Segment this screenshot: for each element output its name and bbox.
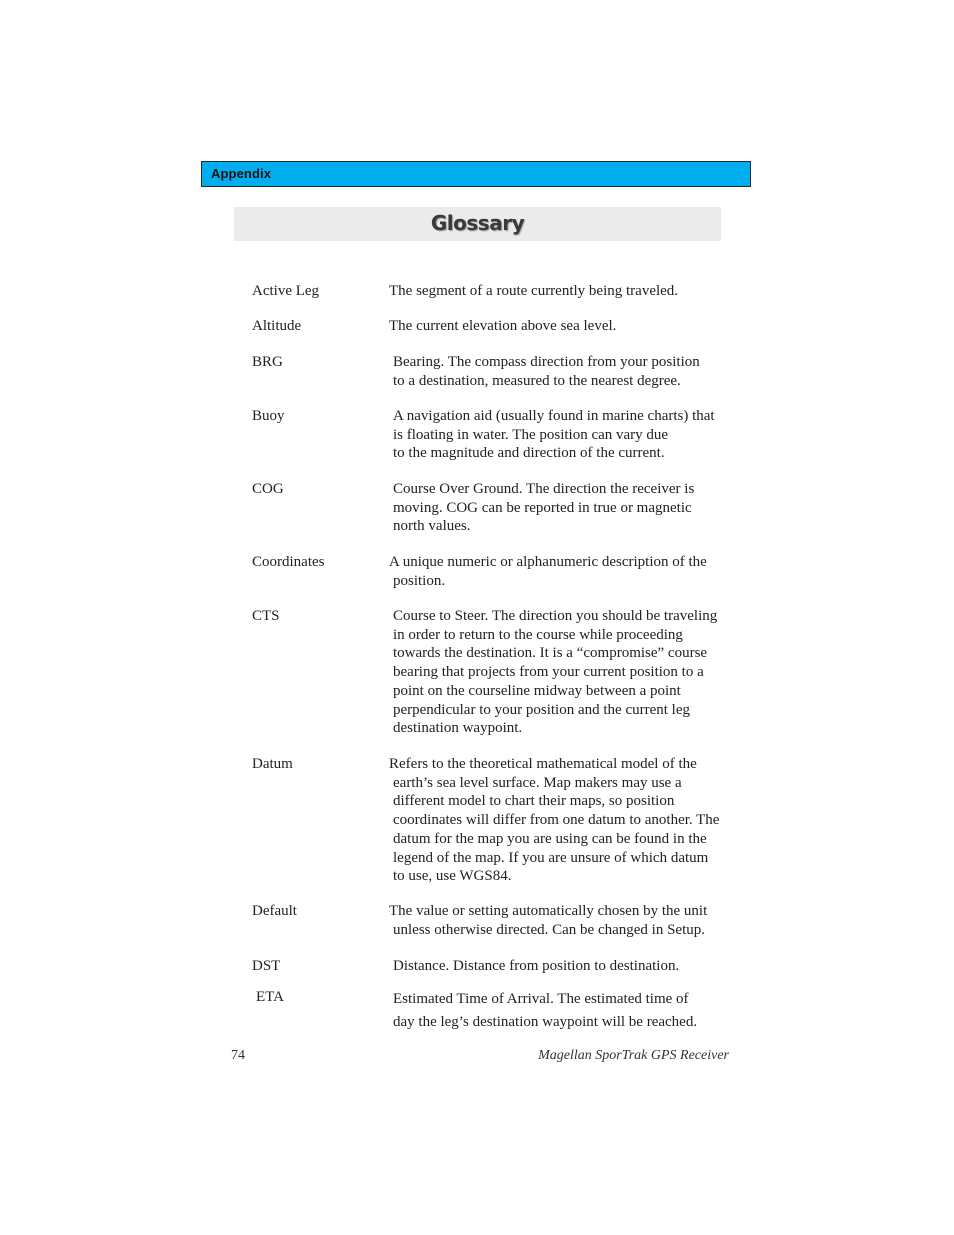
glossary-definition — [389, 902, 734, 939]
section-header-bar — [201, 161, 751, 187]
glossary-definition — [389, 282, 734, 301]
definition-line: different model to chart their maps, so position — [393, 793, 675, 810]
definition-line: A unique numeric or alphanumeric description of the — [389, 554, 707, 570]
glossary-term: Datum — [252, 756, 293, 772]
definition-line: Estimated Time of Arrival. The estimated time of — [393, 991, 689, 1007]
glossary-definition — [389, 988, 734, 1034]
definition-line: Distance. Distance from position to destination. — [393, 958, 680, 974]
glossary-term: COG — [252, 481, 284, 497]
glossary-definition — [389, 317, 734, 336]
definition-line: moving. COG can be reported in true or magnetic — [393, 499, 692, 516]
glossary-term: Coordinates — [252, 554, 325, 570]
page-number: 74 — [231, 1048, 245, 1063]
definition-line: The value or setting automatically chosen by the unit — [389, 903, 708, 919]
definition-line: point on the courseline midway between a point — [393, 682, 681, 699]
section-label: Appendix — [211, 166, 272, 181]
definition-line: The segment of a route currently being traveled. — [389, 283, 679, 299]
glossary-definition — [389, 353, 734, 390]
glossary-definition — [389, 755, 734, 886]
glossary-term: DST — [252, 958, 281, 974]
definition-line: day the leg’s destination waypoint will be reached. — [393, 1014, 698, 1030]
definition-line: destination waypoint. — [393, 720, 523, 737]
definition-line: to use, use WGS84. — [393, 868, 512, 885]
definition-line: Course to Steer. The direction you should be traveling — [393, 608, 718, 624]
glossary-term: Active Leg — [252, 283, 320, 299]
glossary-definition — [389, 407, 734, 463]
glossary-definition — [389, 553, 734, 590]
definition-line: towards the destination. It is a “compromise” course — [393, 645, 708, 662]
page-title: Glossary — [430, 211, 525, 235]
definition-line: datum for the map you are using can be found in the — [393, 830, 707, 847]
definition-line: unless otherwise directed. Can be changed in Setup. — [393, 921, 705, 938]
definition-line: The current elevation above sea level. — [389, 318, 617, 334]
definition-line: Refers to the theoretical mathematical model of the — [389, 756, 697, 772]
definition-line: Course Over Ground. The direction the receiver is — [393, 481, 695, 497]
glossary-term: Buoy — [252, 408, 285, 424]
glossary-term: ETA — [256, 989, 284, 1005]
definition-line: north values. — [393, 518, 471, 535]
definition-line: position. — [393, 572, 446, 589]
definition-line: is floating in water. The position can vary due — [393, 426, 669, 443]
definition-line: bearing that projects from your current position to a — [393, 664, 704, 681]
definition-line: earth’s sea level surface. Map makers may use a — [393, 774, 682, 791]
title-band — [234, 207, 721, 241]
definition-line: Bearing. The compass direction from your position — [393, 354, 700, 370]
glossary-term: Default — [252, 903, 297, 919]
glossary-term: BRG — [252, 354, 283, 370]
book-title: Magellan SporTrak GPS Receiver — [538, 1048, 729, 1063]
definition-line: to a destination, measured to the nearest degree. — [393, 372, 681, 389]
definition-line: to the magnitude and direction of the current. — [393, 445, 665, 462]
definition-line: in order to return to the course while proceeding — [393, 626, 683, 643]
glossary-definition — [389, 957, 734, 976]
definition-line: coordinates will differ from one datum to another. The — [393, 812, 720, 829]
definition-line: perpendicular to your position and the current leg — [393, 701, 690, 718]
glossary-term: CTS — [252, 608, 280, 624]
definition-line: legend of the map. If you are unsure of which datum — [393, 849, 709, 866]
glossary-term: Altitude — [252, 318, 302, 334]
definition-line: A navigation aid (usually found in marine charts) that — [393, 408, 715, 424]
glossary-definition — [389, 607, 734, 738]
glossary-definition — [389, 480, 734, 536]
